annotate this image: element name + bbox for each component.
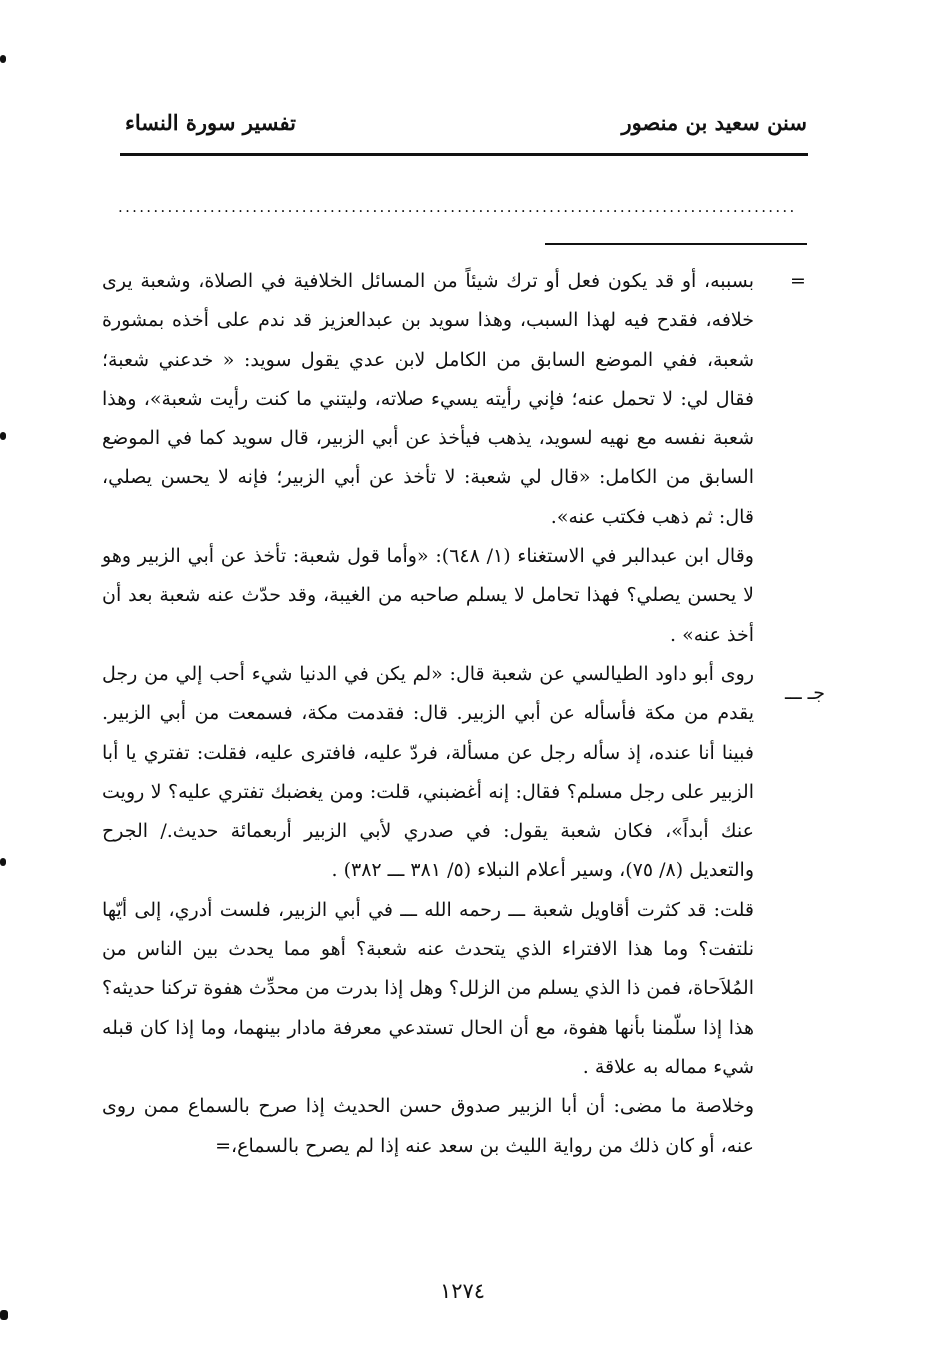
continuation-marker: = [790,270,806,292]
page-number: ١٢٧٤ [439,1279,486,1303]
running-header-book-title: سنن سعيد بن منصور [621,110,807,135]
paragraph-5: وخلاصة ما مضى: أن أبا الزبير صدوق حسن الحديث إذا صرح بالسماع ممن روى عنه، أو كان ذلك من رواية الليث بن سعد عنه إذا لم يصرح بالسماع،= [102,1095,754,1157]
paragraph-2: وقال ابن عبدالبر في الاستغناء (١/ ٦٤٨): «وأما قول شعبة: تأخذ عن أبي الزبير وهو لا يحسن يصلي؟ فهذا تحامل لا يسلم صاحبه من الغيبة، وقد حدّث عنه شعبة بعد أن أخذ عنه» . [102,545,754,646]
scan-edge-mark [0,432,6,440]
scan-edge-mark [0,1310,8,1320]
paragraph-3: روى أبو داود الطيالسي عن شعبة قال: «لم يكن في الدنيا شيء أحب إلي من رجل يقدم من مكة فأسأله عن أبي الزبير. قال: فقدمت مكة، فسمعت من أبي الزبير. فبينا أنا عنده، إذ سأله رجل عن مسألة، فردّ عليه، فافترى عليه، فقلت: تفتري يا أبا الزبير على رجل مسلم؟ فقال: إنه أغضبني، قلت: ومن يغضبك تفتري عليه؟ لا رويت عنك أبداً»، فكان شعبة يقول: في صدري لأبي الزبير أربعمائة حديث./ الجرح والتعديل (٨/ ٧٥)، وسير أعلام النبلاء (٥/ ٣٨١ ـــ ٣٨٢) . [102,662,754,882]
footnote-body [102,262,754,1166]
dotted-separator: ................................................................................................ [118,198,797,216]
running-header-section-title: تفسير سورة النساء [125,110,296,135]
scan-edge-mark [0,858,6,866]
paragraph-4: قلت: قد كثرت أقاويل شعبة ـــ رحمه الله ـــ في أبي الزبير، فلست أدري، إلى أيّها نلتفت؟ وما هذا الافتراء الذي يتحدث عنه شعبة؟ أهو مما يحدث بين الناس من المُلاَحاة، فمن ذا الذي يسلم من الزلل؟ وهل إذا بدرت من محدِّث هفوة تركنا حديثه؟ هذا إذا سلّمنا بأنها هفوة، مع أن الحال تستدعي معرفة مادار بينهما، وما إذا كان قبله شيء مماله به علاقة . [102,898,754,1078]
header-rule [120,153,808,156]
footnote-rule [545,243,807,245]
paragraph-1: بسببه، أو قد يكون فعل أو ترك شيئاً من المسائل الخلافية في الصلاة، وشعبة يرى خلافه، فقدح فيه لهذا السبب، وهذا سويد بن عبدالعزيز قد ندم على أخذه بمشورة شعبة، ففي الموضع السابق من الكامل لابن عدي يقول سويد: « خدعني شعبة؛ فقال لي: لا تحمل عنه؛ فإني رأيته يسيء صلاته، وليتني ما كنت رأيت شعبة»، وهذا شعبة نفسه مع نهيه لسويد، يذهب فيأخذ عن أبي الزبير، قال سويد كما في الموضع السابق من الكامل: «قال لي شعبة: لا تأخذ عن أبي الزبير؛ فإنه لا يحسن يصلي، قال: ثم ذهب فكتب عنه». [102,270,754,528]
scan-edge-mark [0,55,6,63]
item-marker-jeem: جـ ـــ [784,682,825,704]
